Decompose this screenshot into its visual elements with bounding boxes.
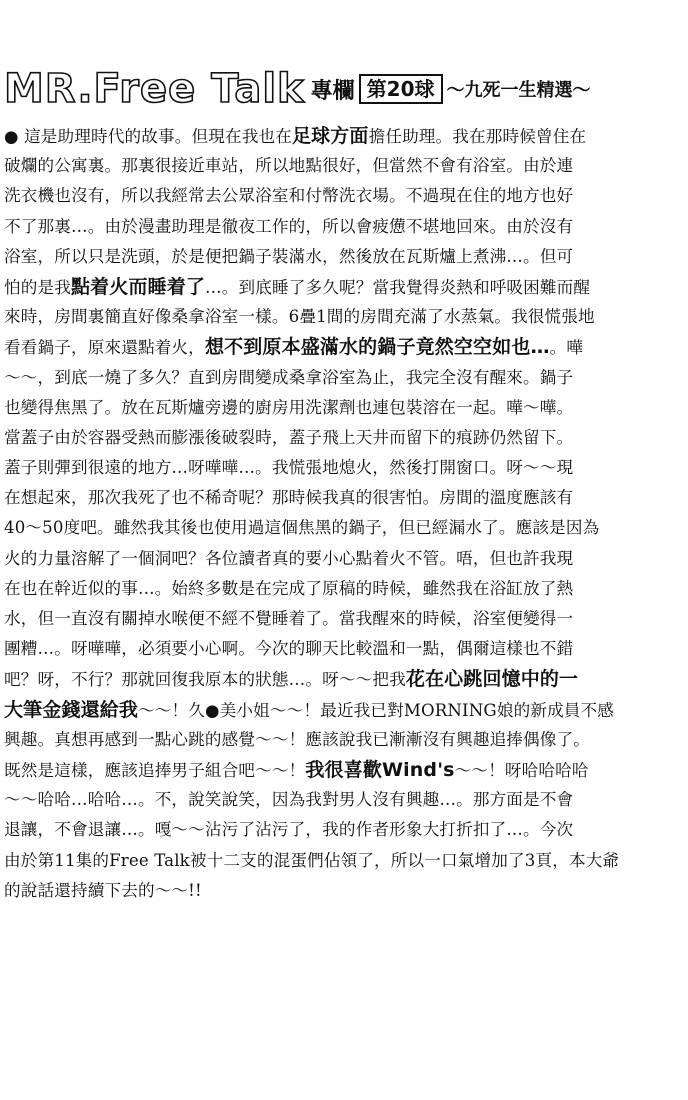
text-segment: ～～！久●美小姐～～！最近我已對MORNING娘的新成員不感 xyxy=(138,700,615,720)
text-line xyxy=(4,181,686,211)
body-text xyxy=(4,121,686,906)
emphasis-text: 點着火而睡着了 xyxy=(70,275,206,298)
text-line xyxy=(4,423,686,453)
text-segment: 。嘩 xyxy=(549,338,584,358)
text-segment: 在想起來，那次我死了也不稀奇呢？那時候我真的很害怕。房間的溫度應該有 xyxy=(4,488,574,508)
text-line xyxy=(4,242,686,272)
free-talk-logo: MR.Free Talk xyxy=(4,66,305,112)
text-segment: 擔任助理。我在那時候曾住在 xyxy=(368,127,587,146)
text-segment: ～～，到底一燒了多久？直到房間變成桑拿浴室為止，我完全沒有醒來。鍋子 xyxy=(4,367,574,387)
text-segment: 也變得焦黑了。放在瓦斯爐旁邊的廚房用洗潔劑也連包裝溶在一起。嘩～嘩。 xyxy=(4,397,574,417)
text-segment: 來時，房間裏簡直好像桑拿浴室一樣。6疊1間的房間充滿了水蒸氣。我很慌張地 xyxy=(4,307,595,327)
text-segment: ～～哈哈…哈哈…。不，說笑說笑，因為我對男人沒有興趣…。那方面是不會 xyxy=(4,790,574,810)
text-segment: 洗衣機也沒有，所以我經常去公眾浴室和付幣洗衣場。不過現在住的地方也好 xyxy=(4,186,574,206)
text-line xyxy=(4,513,686,543)
text-segment: 吧？呀，不行？那就回復我原本的狀態…。呀～～把我 xyxy=(4,670,406,690)
text-line xyxy=(4,302,686,332)
text-segment: 團糟…。呀嘩嘩，必須要小心啊。今次的聊天比較溫和一點，偶爾這樣也不錯 xyxy=(4,639,574,659)
text-line xyxy=(4,664,686,694)
column-label: 專欄 xyxy=(310,78,355,104)
text-segment: 當蓋子由於容器受熱而膨漲後破裂時，蓋子飛上天井而留下的痕跡仍然留下。 xyxy=(4,427,574,447)
text-line xyxy=(4,876,686,906)
text-segment: 既然是這樣，應該追捧男子組合吧～～！ xyxy=(4,760,306,780)
episode-badge: 第20球 xyxy=(359,74,443,104)
emphasis-text: 我很喜歡Wind's xyxy=(305,758,455,781)
text-segment: 由於第11集的Free Talk被十二支的混蛋們佔領了，所以一口氣增加了3頁，本大爺 xyxy=(4,850,620,870)
text-segment: 不了那裏…。由於漫畫助理是徹夜工作的，所以會疲憊不堪地回來。由於沒有 xyxy=(4,216,574,236)
text-segment: 浴室，所以只是洗頭，於是便把鍋子裝滿水，然後放在瓦斯爐上煮沸…。但可 xyxy=(4,246,574,266)
text-segment: …。到底睡了多久呢？當我覺得炎熱和呼吸困難而醒 xyxy=(205,277,591,297)
text-line xyxy=(4,846,686,876)
text-line xyxy=(4,725,686,755)
text-line xyxy=(4,815,686,845)
bullet-icon: ● xyxy=(4,127,19,146)
text-segment: 怕的是我 xyxy=(4,277,71,297)
text-line xyxy=(4,755,686,785)
text-line xyxy=(4,393,686,423)
text-line xyxy=(4,363,686,393)
text-segment: 40～50度吧。雖然我其後也使用過這個焦黑的鍋子，但已經漏水了。應該是因為 xyxy=(4,518,600,538)
text-segment: 看看鍋子，原來還點着火， xyxy=(4,338,205,358)
text-segment: 這是助理時代的故事。但現在我也在 xyxy=(18,127,292,146)
text-line xyxy=(4,785,686,815)
text-segment: 的說話還持續下去的～～!! xyxy=(4,880,202,900)
emphasis-text: 花在心跳回憶中的一 xyxy=(405,668,579,691)
text-segment: 在也在幹近似的事…。始終多數是在完成了原稿的時候，雖然我在浴缸放了熱 xyxy=(4,578,574,598)
emphasis-text: 想不到原本盛滿水的鍋子竟然空空如也… xyxy=(204,336,550,359)
text-line xyxy=(4,151,686,181)
text-line xyxy=(4,695,686,725)
text-segment: 興趣。真想再感到一點心跳的感覺～～！應該說我已漸漸沒有興趣追捧偶像了。 xyxy=(4,729,591,749)
text-segment: 水，但一直沒有關掉水喉便不經不覺睡着了。當我醒來的時候，浴室便變得一 xyxy=(4,609,574,628)
text-line xyxy=(4,121,686,151)
text-line xyxy=(4,212,686,242)
text-line xyxy=(4,272,686,302)
text-line xyxy=(4,604,686,634)
text-line xyxy=(4,453,686,483)
text-segment: ～～！呀哈哈哈哈 xyxy=(454,760,589,780)
text-segment: 火的力量溶解了一個洞吧？各位讀者真的要小心點着火不管。唔，但也許我現 xyxy=(4,548,574,568)
emphasis-text: 大筆金錢還給我 xyxy=(4,698,139,721)
column-subtitle: ～九死一生精選～ xyxy=(446,80,591,101)
column-header xyxy=(4,64,684,114)
text-segment: 蓋子則彈到很遠的地方…呀嘩嘩…。我慌張地熄火，然後打開窗口。呀～～現 xyxy=(4,458,574,478)
emphasis-text: 足球方面 xyxy=(291,125,369,147)
text-line xyxy=(4,332,686,362)
text-line xyxy=(4,483,686,513)
text-line xyxy=(4,634,686,664)
text-segment: 退讓，不會退讓…。嘎～～沾污了沾污了，我的作者形象大打折扣了…。今次 xyxy=(4,820,574,840)
text-line xyxy=(4,544,686,574)
text-line xyxy=(4,574,686,604)
text-segment: 破爛的公寓裏。那裏很接近車站，所以地點很好，但當然不會有浴室。由於連 xyxy=(4,156,574,176)
